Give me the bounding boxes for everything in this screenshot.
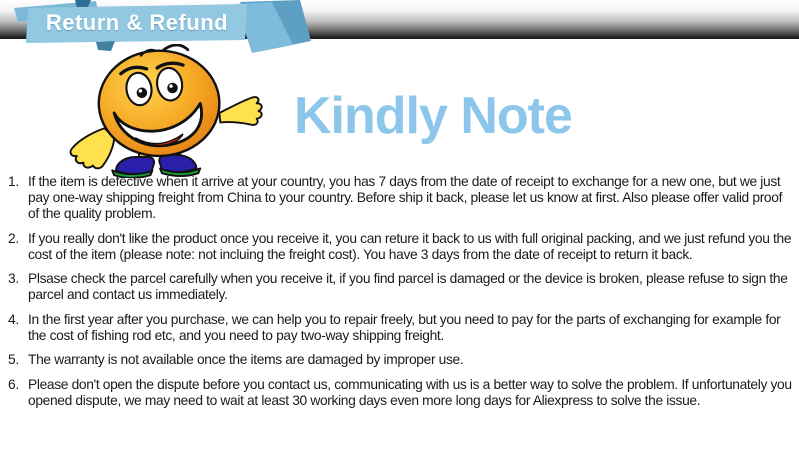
note-text: Please don't open the dispute before you contact us, communicating with us is a better way to solve the problem. If unfortunately you opened dispute, we may need to wait at least 30 working days even more long days for Aliexpress to solve the issue.	[28, 376, 792, 408]
note-number: 5.	[8, 352, 19, 367]
note-number: 3.	[8, 271, 19, 286]
notes-list	[8, 174, 794, 417]
banner-title: Return & Refund	[45, 10, 229, 35]
note-item	[8, 377, 794, 409]
orange-smiley-illustration	[50, 44, 272, 178]
note-text: If the item is defective when it arrive at your country, you has 7 days from the date of receipt to exchange for a new one, but we just pay one-way shipping freight from China to your country. Before ship it back, please let us know at first. Also please offer valid proof of the quality problem.	[28, 174, 783, 221]
note-text: In the first year after you purchase, we can help you to repair freely, but you need to pay for the parts of exchanging for example for the cost of fishing rod etc, and you need to pay two-way shipping freight.	[28, 311, 781, 343]
note-item	[8, 174, 794, 222]
note-text: The warranty is not available once the items are damaged by improper use.	[28, 352, 464, 367]
note-item	[8, 271, 794, 303]
note-text: Plsase check the parcel carefully when you receive it, if you find parcel is damaged or the device is broken, please refuse to sign the parcel and contact us immediately.	[28, 271, 788, 302]
note-item	[8, 312, 794, 344]
note-item	[8, 352, 794, 368]
note-number: 1.	[8, 174, 19, 189]
orange-smiley-mascot	[50, 44, 272, 178]
note-number: 2.	[8, 230, 19, 246]
note-number: 4.	[8, 311, 19, 327]
kindly-note-heading: Kindly Note	[294, 87, 572, 145]
note-text: If you really don't like the product once you receive it, you can reture it back to us with full original packing, and we just refund you the cost of the item (please note: not incluing the freight cost). You have 3 days from the date of receipt to return it back.	[28, 230, 792, 262]
note-number: 6.	[8, 376, 19, 392]
note-item	[8, 231, 794, 263]
